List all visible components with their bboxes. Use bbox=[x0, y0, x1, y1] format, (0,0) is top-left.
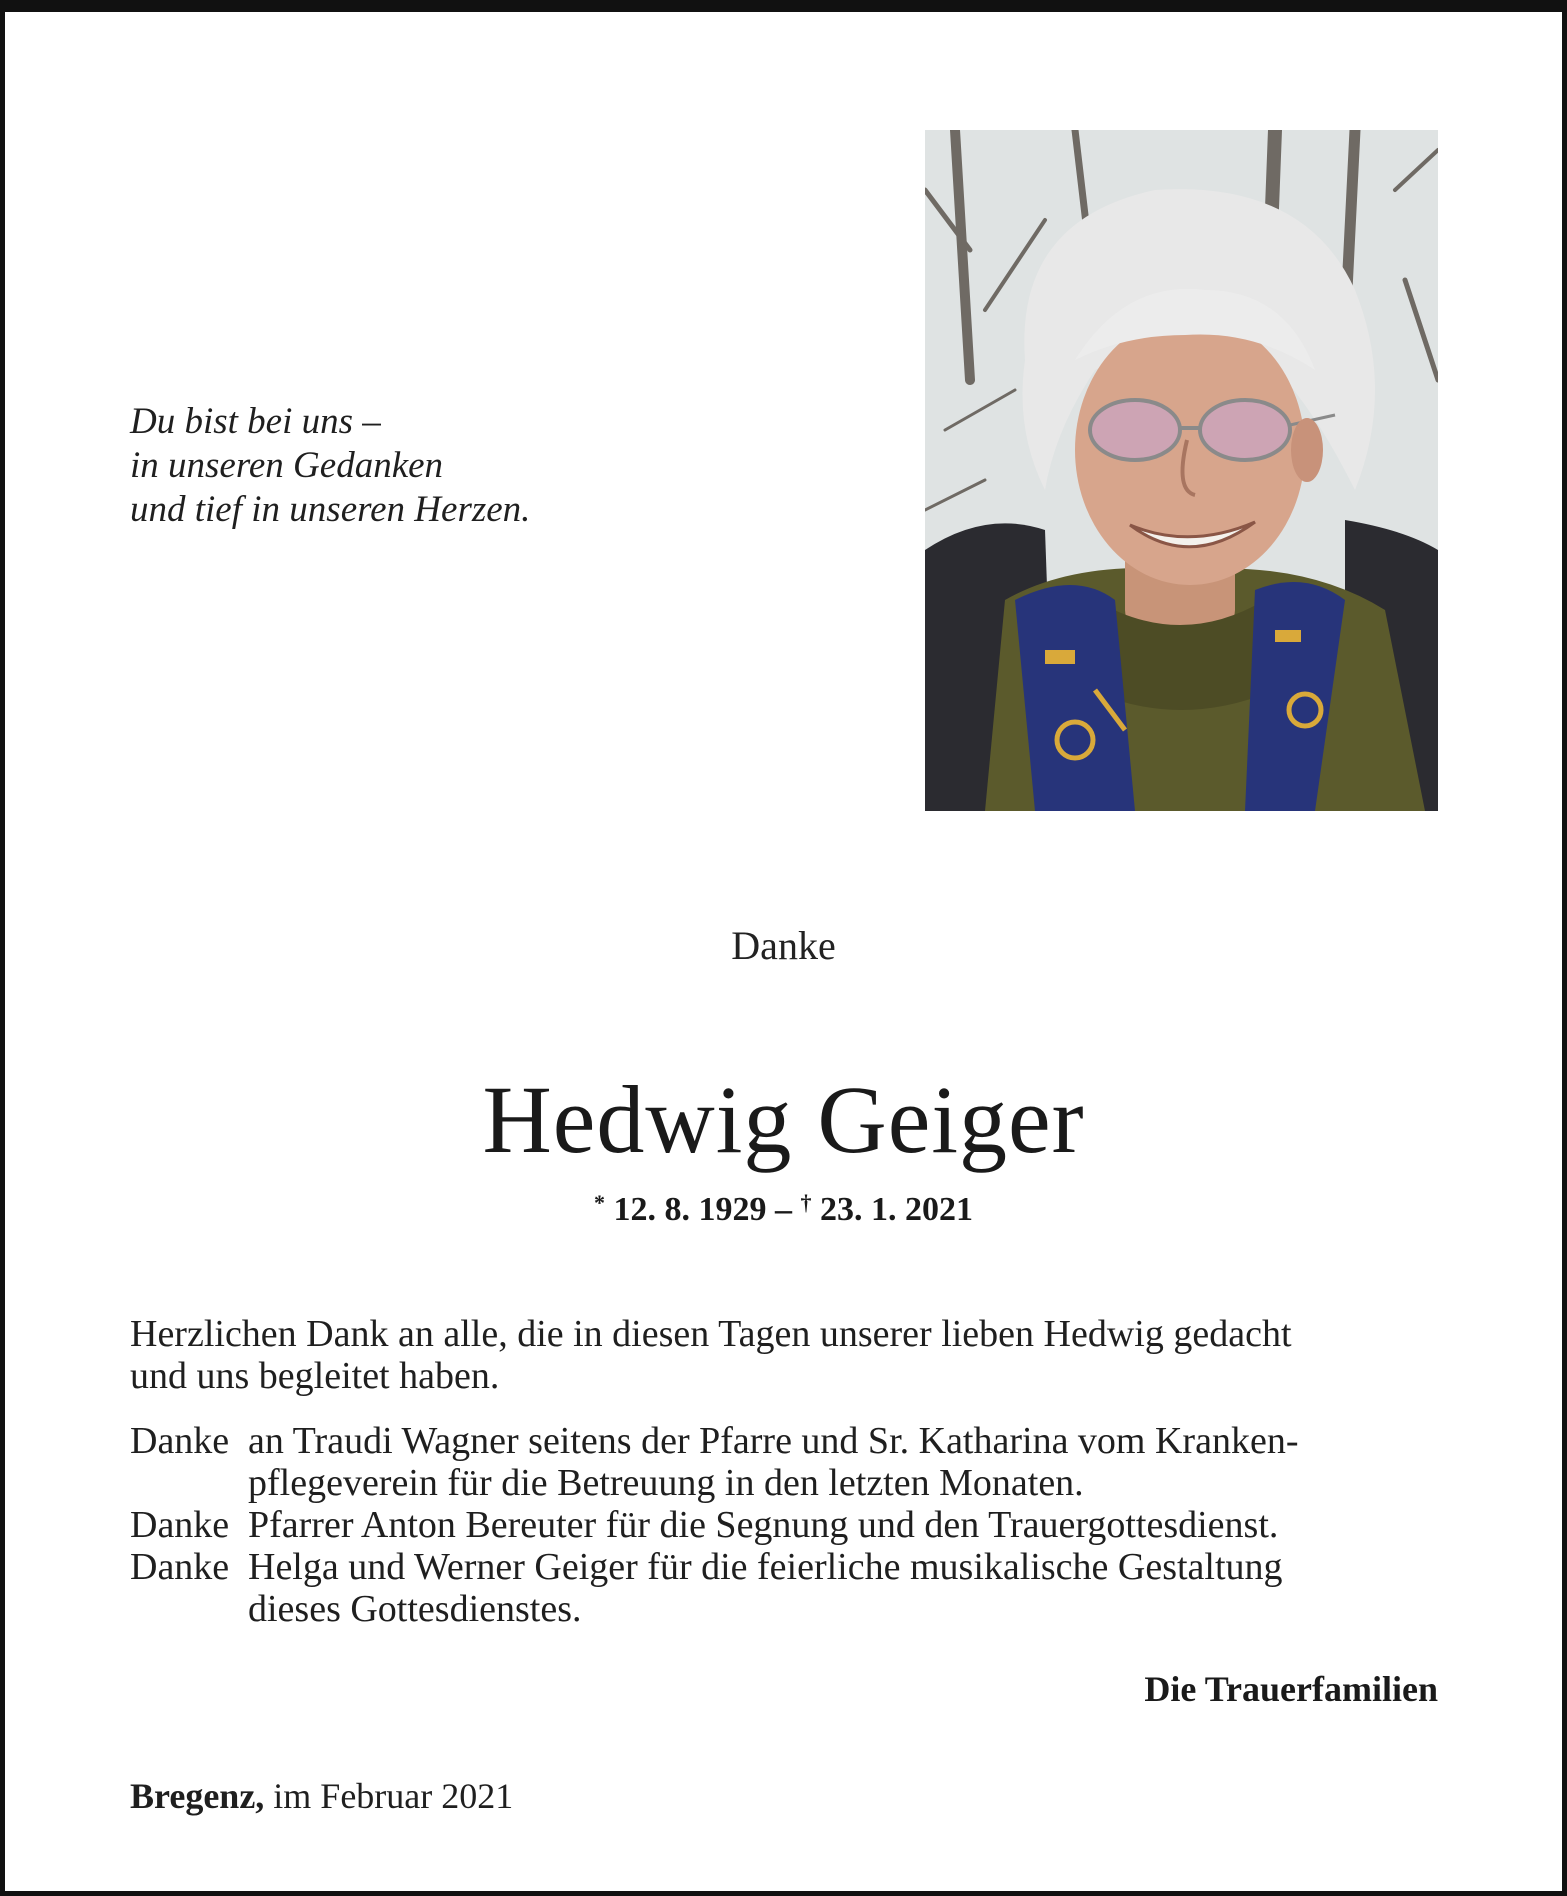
thanks-item bbox=[130, 1546, 1438, 1630]
death-symbol: † bbox=[800, 1190, 812, 1215]
thanks-line: pflegeverein für die Betreuung in den letzten Monaten. bbox=[248, 1462, 1084, 1504]
thanks-line: Helga und Werner Geiger für die feierliche musikalische Gestaltung bbox=[248, 1546, 1283, 1588]
life-dates bbox=[0, 1190, 1567, 1229]
thanks-item bbox=[130, 1420, 1438, 1504]
quote-line: Du bist bei uns – bbox=[130, 401, 381, 442]
date-separator: – bbox=[775, 1191, 792, 1228]
birth-symbol: * bbox=[594, 1190, 605, 1215]
thanks-text bbox=[248, 1420, 1298, 1504]
place-and-date bbox=[130, 1775, 513, 1817]
thanks-word: Danke bbox=[130, 1546, 230, 1588]
quote-line: in unseren Gedanken bbox=[130, 445, 444, 486]
portrait-photo bbox=[925, 130, 1438, 811]
thanks-list bbox=[130, 1420, 1438, 1630]
thanks-word: Danke bbox=[130, 1504, 230, 1546]
thanks-text bbox=[248, 1504, 1278, 1546]
intro-line: Herzlichen Dank an alle, die in diesen Tagen unserer lieben Hedwig gedacht bbox=[130, 1313, 1292, 1355]
thanks-text bbox=[248, 1546, 1283, 1630]
thanks-line: dieses Gottesdienstes. bbox=[248, 1588, 582, 1630]
thanks-line: an Traudi Wagner seitens der Pfarre und Sr. Katharina vom Kranken- bbox=[248, 1420, 1299, 1462]
quote-line: und tief in unseren Herzen. bbox=[130, 489, 531, 530]
intro-paragraph bbox=[130, 1313, 1438, 1397]
memorial-quote bbox=[130, 400, 530, 532]
thanks-line: Pfarrer Anton Bereuter für die Segnung und den Trauergottesdienst. bbox=[248, 1504, 1279, 1546]
thanks-item bbox=[130, 1504, 1438, 1546]
signature: Die Trauerfamilien bbox=[1144, 1669, 1438, 1709]
deceased-name: Hedwig Geiger bbox=[482, 1066, 1085, 1173]
place-date: im Februar 2021 bbox=[273, 1776, 514, 1816]
birth-date: 12. 8. 1929 bbox=[613, 1191, 767, 1228]
thanks-heading: Danke bbox=[731, 923, 836, 968]
thanks-word: Danke bbox=[130, 1420, 230, 1462]
intro-line: und uns begleitet haben. bbox=[130, 1355, 500, 1397]
portrait-illustration bbox=[925, 130, 1438, 811]
death-date: 23. 1. 2021 bbox=[820, 1191, 973, 1228]
place-city: Bregenz, bbox=[130, 1776, 265, 1816]
